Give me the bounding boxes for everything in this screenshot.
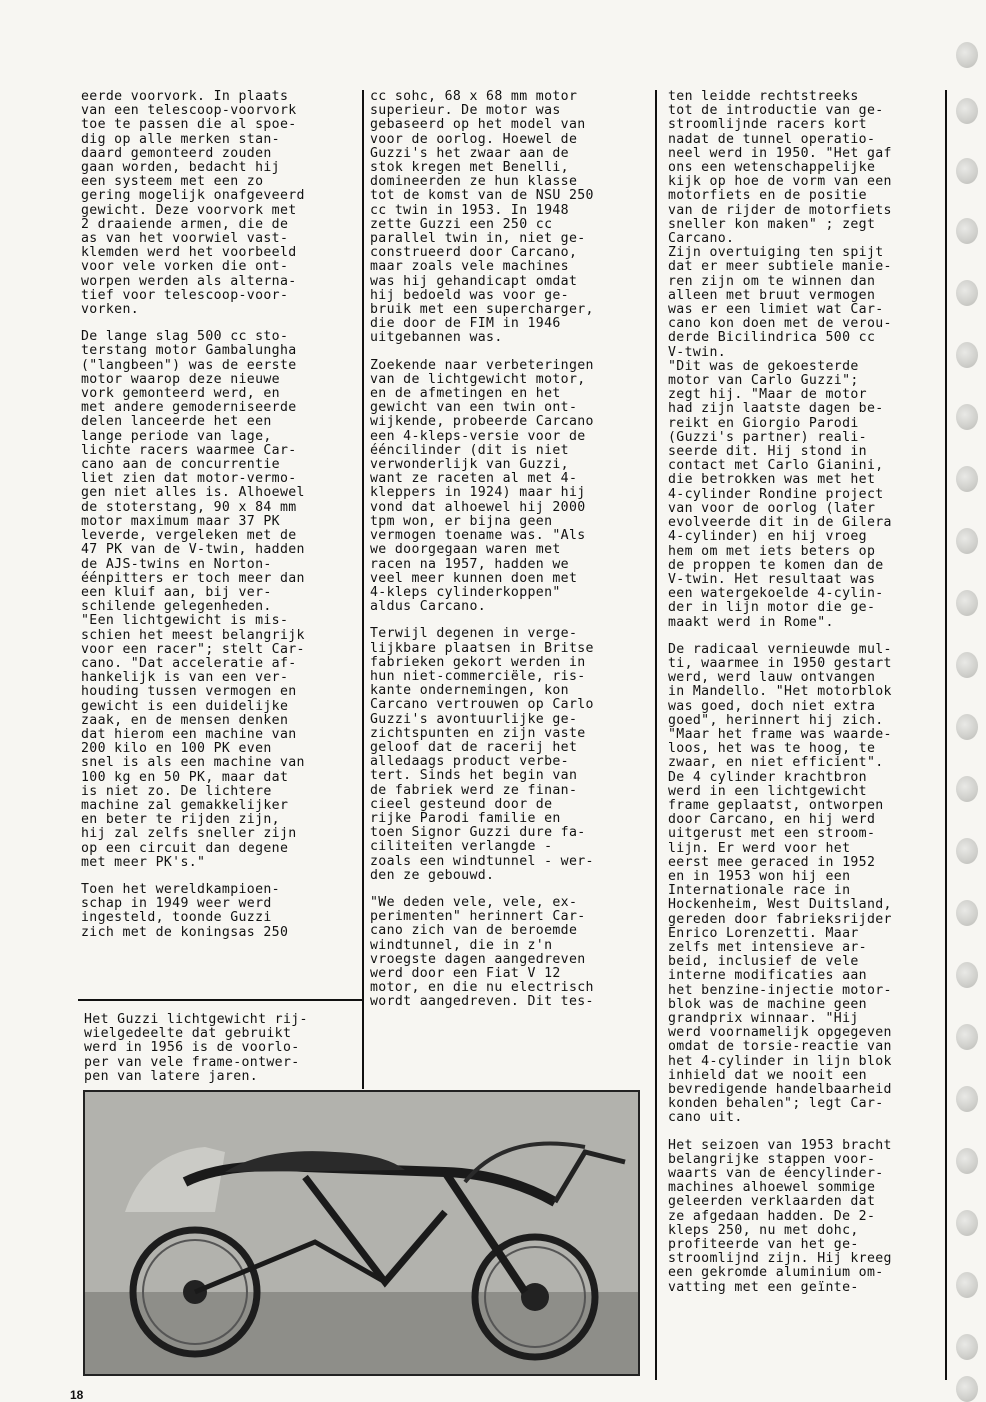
binder-ring-icon	[956, 1024, 978, 1050]
binder-ring-icon	[956, 98, 978, 124]
binder-ring-icon	[956, 1086, 978, 1112]
binder-ring-icon	[956, 342, 978, 368]
caption-rule-side	[362, 999, 364, 1089]
text-column-1	[81, 90, 357, 953]
binder-ring-icon	[956, 1334, 978, 1360]
paragraph: "We deden vele, vele, ex- perimenten" herinnert Car- cano zich van de beroemde windtunnel, die in z'n vroegste dagen aangedreven werd door een Fiat V 12 motor, en die nu electrisch wordt aangedreven. Dit tes-	[370, 894, 594, 1010]
paragraph: Toen het wereldkampioen- schap in 1949 weer werd ingesteld, toonde Guzzi zich met de koningsas 250	[81, 881, 289, 940]
binder-ring-icon	[956, 590, 978, 616]
binder-ring-icon	[956, 838, 978, 864]
binder-ring-icon	[956, 1376, 978, 1402]
binder-ring-icon	[956, 900, 978, 926]
binder-ring-icon	[956, 1210, 978, 1236]
binder-ring-icon	[956, 776, 978, 802]
column-rule-right	[655, 90, 657, 1380]
binder-ring-icon	[956, 404, 978, 430]
text-column-2	[370, 90, 642, 1023]
motorcycle-illustration	[85, 1092, 638, 1374]
binder-ring-icon	[956, 962, 978, 988]
caption-rule-top	[78, 999, 362, 1001]
binder-ring-icon	[956, 466, 978, 492]
text-column-3	[668, 90, 940, 1308]
paragraph: ten leidde rechtstreeks tot de introductie van ge- stroomlijnde racers kort nadat de tunnel operatio- neel werd in 1950. "Het gaf ons een wetenschappelijke kijk op hoe de vorm van een motorfiets en de positie van de rijder de motorfiets sneller kon maken" ; zegt Carcano. Zijn overtuiging ten spijt dat er meer subtiele manie- ren zijn om te winnen dan alleen met bruut vermogen was er een limiet wat Car- cano kon doen met de verou- derde Bicilindrica 500 cc V-twin. "Dit was de gekoesterde motor van Carlo Guzzi"; zegt hij. "Maar de motor had zijn laatste dagen be- reikt en Giorgio Parodi (Guzzi's partner) reali- seerde dit. Hij stond in contact met Carlo Gianini, die betrokken was met het 4-cylinder Rondine project van voor de oorlog (later evolveerde dit in de Gilera 4-cylinder) en hij vroeg hem om met iets beters op de proppen te komen dan de V-twin. Het resultaat was een watergekoelde 4-cylin- der in lijn motor die ge- maakt werd in Rome".	[668, 89, 892, 630]
binder-edge	[946, 0, 986, 1402]
motorcycle-frame-photo	[83, 1090, 640, 1376]
binder-ring-icon	[956, 158, 978, 184]
binder-ring-icon	[956, 528, 978, 554]
paragraph: De radicaal vernieuwde mul- ti, waarmee in 1950 gestart werd, werd lauw ontvangen in Mandello. "Het motorblok was goed, doch niet extra goed", herinnert hij zich. "Maar het frame was waarde- loos, het was te hoog, te zwaar, en niet efficient". De 4 cylinder krachtbron werd in een lichtgewicht frame geplaatst, ontworpen door Carcano, en hij werd uitgerust met een stroom- lijn. Er werd voor het eerst mee geraced in 1952 en in 1953 won hij een Internationale race in Hockenheim, West Duitsland, gereden door fabrieksrijder Enrico Lorenzetti. Maar zelfs met intensieve ar- beid, inclusief de vele interne modificaties aan het benzine-injectie motor- blok was de machine geen grandprix winnaar. "Hij werd voornamelijk opgegeven omdat de torsie-reactie van het 4-cylinder in lijn blok inhield dat we nooit een bevredigende handelbaarheid konden behalen"; legt Car- cano uit.	[668, 641, 892, 1126]
column-rule-left	[362, 90, 364, 1000]
binder-ring-icon	[956, 1148, 978, 1174]
binder-ring-icon	[956, 218, 978, 244]
paragraph: De lange slag 500 cc sto- terstang motor Gambalungha ("langbeen") was de eerste motor waarop deze nieuwe vork gemonteerd werd, en met andere gemoderniseerde delen lanceerde het een lange periode van lage, lichte racers waarmee Car- cano aan de concurrentie liet zien dat motor-vermo- gen niet alles is. Alhoewel de stoterstang, 90 x 84 mm motor maximum maar 37 PK leverde, vergeleken met de 47 PK van de V-twin, hadden de AJS-twins en Norton- éénpitters er toch meer dan een kluif aan, bij ver- schilende gelegenheden. "Een lichtgewicht is mis- schien het meest belangrijk voor een racer"; stelt Car- cano. "Dat acceleratie af- hankelijk is van een ver- houding tussen vermogen en gewicht is een duidelijke zaak, en de mensen denken dat hierom een machine van 200 kilo en 100 PK even snel is als een machine van 100 kg en 50 PK, maar dat is niet zo. De lichtere machine zal gemakkelijker en beter te rijden zijn, hij zal zelfs sneller zijn op een circuit dan degene met meer PK's."	[81, 329, 305, 870]
binder-ring-icon	[956, 280, 978, 306]
paragraph: cc sohc, 68 x 68 mm motor superieur. De motor was gebaseerd op het model van voor de oorlog. Hoewel de Guzzi's het zwaar aan de stok kregen met Benelli, domineerden ze hun klasse tot de komst van de NSU 250 cc twin in 1953. In 1948 zette Guzzi een 250 cc parallel twin in, niet ge- construeerd door Carcano, maar zoals vele machines was hij gehandicapt omdat hij bedoeld was voor ge- bruik met een supercharger, die door de FIM in 1946 uitgebannen was.	[370, 89, 594, 346]
binder-ring-icon	[956, 42, 978, 68]
binder-ring-icon	[956, 652, 978, 678]
binder-ring-icon	[956, 714, 978, 740]
paragraph: eerde voorvork. In plaats van een telescoop-voorvork toe te passen die al spoe- dig op alle merken stan- daard gemonteerd zouden gaan worden, bedacht hij een systeem met een zo gering mogelijk onafgeveerd gewicht. Deze voorvork met 2 draaiende armen, die de as van het voorwiel vast- klemden werd het voorbeeld voor vele vorken die ont- worpen werden als alterna- tief voor telescoop-voor- vorken.	[81, 89, 305, 318]
page-number: 18	[70, 1388, 84, 1402]
paragraph: Terwijl degenen in verge- lijkbare plaatsen in Britse fabrieken gekort werden in hun niet-commerciële, ris- kante ondernemingen, kon Carcano vertrouwen op Carlo Guzzi's avontuurlijke ge- zichtspunten en zijn vaste geloof dat de racerij het alledaags product verbe- tert. Sinds het begin van de fabriek werd ze finan- cieel gesteund door de rijke Parodi familie en toen Signor Guzzi dure fa- ciliteiten verlangde - zoals een windtunnel - wer- den ze gebouwd.	[370, 626, 594, 883]
paragraph: Zoekende naar verbeteringen van de lichtgewicht motor, en de afmetingen en het gewicht van een twin ont- wijkende, probeerde Carcano een 4-kleps-versie voor de ééncilinder (dit is niet verwonderlijk van Guzzi, want ze raceten al met 4- kleppers in 1924) maar hij vond dat alhoewel hij 2000 tpm won, er bijna geen vermogen toename was. "Als we doorgegaan waren met racen na 1957, hadden we veel meer kunnen doen met 4-kleps cylinderkoppen" aldus Carcano.	[370, 357, 594, 615]
photo-caption: Het Guzzi lichtgewicht rij- wielgedeelte dat gebruikt werd in 1956 is de voorlo- per van vele frame-ontwer- pen van latere jaren.	[84, 1012, 308, 1084]
paragraph: Het seizoen van 1953 bracht belangrijke stappen voor- waarts van de éencylinder- machines alhoewel sommige geleerden verklaarden dat ze afgedaan hadden. De 2- kleps 250, nu met dohc, profiteerde van het ge- stroomlijnd zijn. Hij kreeg een gekromde aluminium om- vatting met een geïnte-	[668, 1137, 892, 1295]
binder-ring-icon	[956, 1272, 978, 1298]
